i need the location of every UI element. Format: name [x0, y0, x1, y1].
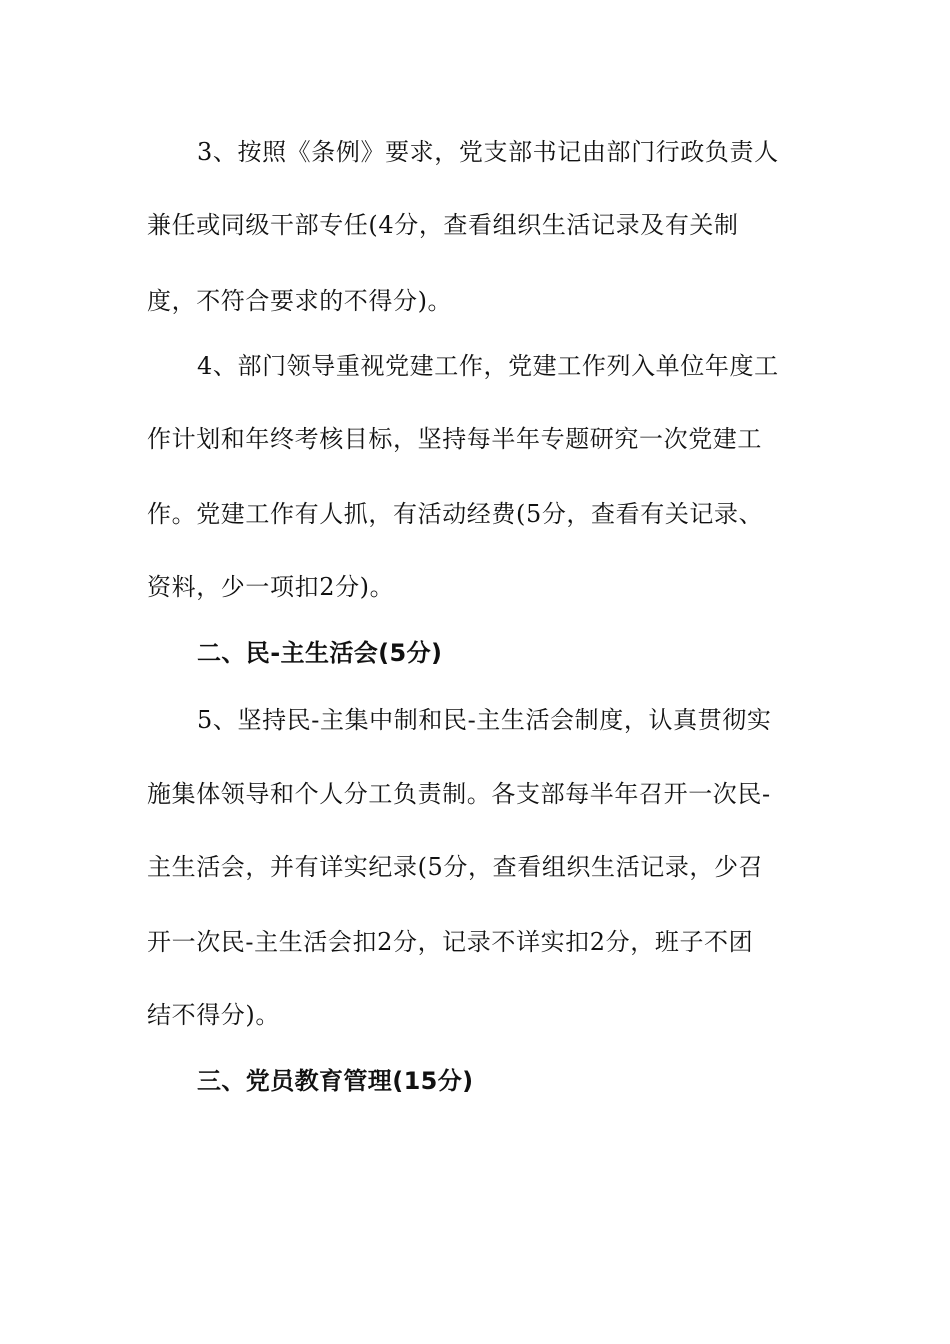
paragraph-line: 兼任或同级干部专任(4分，查看组织生活记录及有关制	[147, 211, 739, 239]
paragraph-line: 主生活会，并有详实纪录(5分，查看组织生活记录，少召	[147, 853, 764, 881]
section-heading-member-education: 三、党员教育管理(15分)	[197, 1067, 474, 1095]
paragraph-line: 开一次民-主生活会扣2分，记录不详实扣2分，班子不团	[147, 928, 754, 956]
paragraph-line: 4、部门领导重视党建工作，党建工作列入单位年度工	[197, 352, 779, 380]
paragraph-line: 5、坚持民-主集中制和民-主生活会制度，认真贯彻实	[197, 706, 772, 734]
paragraph-line: 度，不符合要求的不得分)。	[147, 287, 453, 315]
paragraph-line: 作。党建工作有人抓，有活动经费(5分，查看有关记录、	[147, 500, 764, 528]
paragraph-line: 3、按照《条例》要求，党支部书记由部门行政负责人	[197, 138, 779, 166]
paragraph-line: 资料，少一项扣2分)。	[147, 573, 395, 601]
paragraph-line: 作计划和年终考核目标，坚持每半年专题研究一次党建工	[147, 425, 762, 453]
section-heading-democratic-life: 二、民-主生活会(5分)	[197, 639, 443, 667]
paragraph-line: 结不得分)。	[147, 1001, 280, 1029]
paragraph-line: 施集体领导和个人分工负责制。各支部每半年召开一次民-	[147, 780, 771, 808]
